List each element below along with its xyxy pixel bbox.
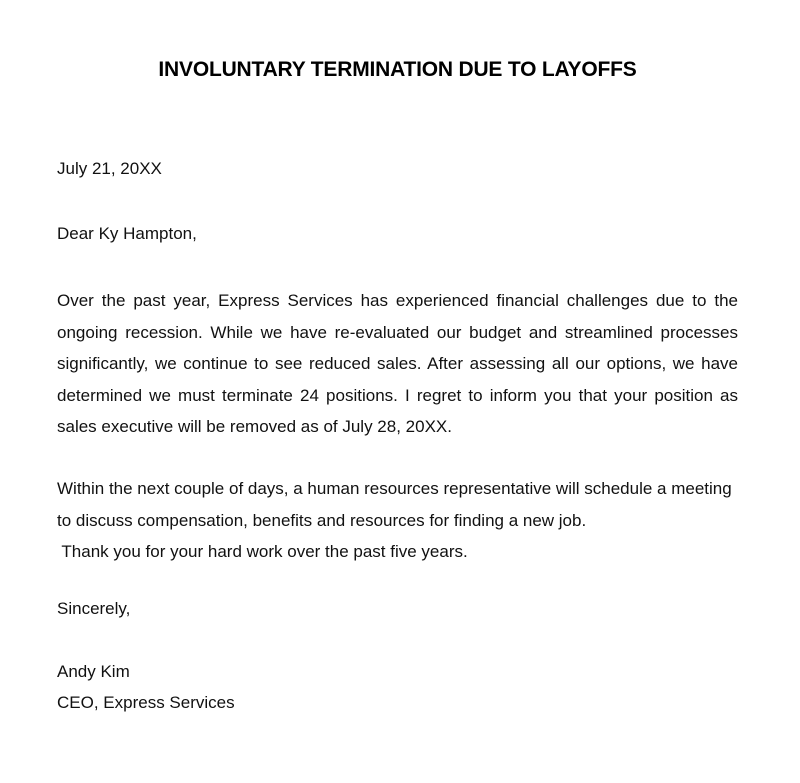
salutation: Dear Ky Hampton, [57, 224, 197, 243]
signer-title: CEO, Express Services [57, 693, 235, 712]
closing: Sincerely, [57, 599, 131, 618]
letter-date: July 21, 20XX [57, 159, 162, 178]
letter-title: INVOLUNTARY TERMINATION DUE TO LAYOFFS [158, 58, 637, 81]
signer-name: Andy Kim [57, 662, 130, 681]
body-paragraph-2 [57, 473, 738, 568]
body-paragraph-2-text: Within the next couple of days, a human resources representative will schedule a meeting to discuss compensation, benefits and resources for finding a new job. [57, 479, 732, 530]
thank-you-line: Thank you for your hard work over the past five years. [57, 542, 468, 561]
body-paragraph-1: Over the past year, Express Services has experienced financial challenges due to the ongoing recession. While we have re-evaluated our budget and streamlined processes significantly, we continue to see reduced sales. After assessing all our options, we have determined we must terminate 24 positions. I regret to inform you that your position as sales executive will be removed as of July 28, 20XX. [57, 291, 738, 436]
